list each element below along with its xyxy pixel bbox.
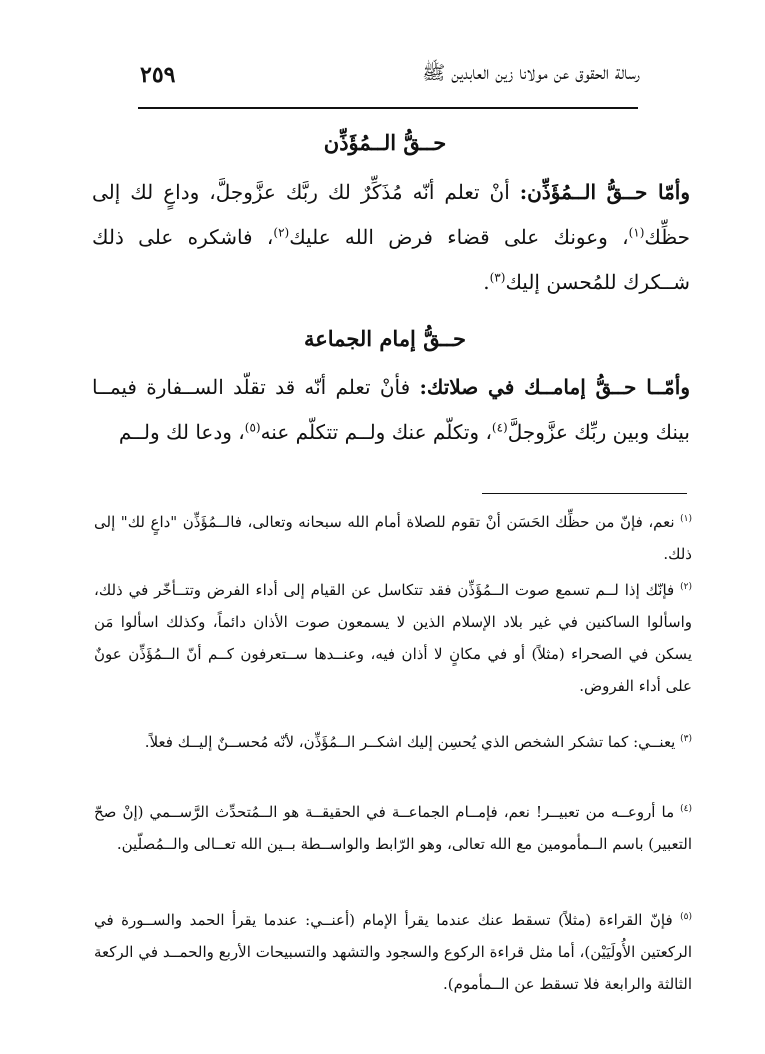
paragraph-text: ، وتكلّم عنك ولــم تتكلّم عنه [260,420,492,444]
paragraph-lead: وأمّــا حــقُّ إمامــك في صلاتك: [419,375,690,399]
running-header [140,58,640,92]
paragraph-text: أنْ تعلم أنّه مُذَكِّرٌ لك ربَّك عزَّوجلَّ، وداعٍ لك إلى حظِّك [92,180,691,249]
footnote-text: فإنّك إذا لــم تسمع صوت الــمُؤَذِّن فقد تتكاسل عن القيام إلى أداء الفرض وتتــأخّر في ذلك، واسألوا الساكنين في غير بلاد الإسلام الذين لا يسمعون صوت الأذان دائماً، وكذلك اسألوا مَن يسكن في الصحراء (مثلاً) أو في مكانٍ لا أذان فيه، وعنــدها ســتعرفون كــم أنّ الــمُؤَذِّن عونٌ على أداء الفروض. [94,581,692,695]
footnote-marker: (٢) [680,582,692,592]
footnote-2 [94,574,692,702]
footnote-ref-1[interactable]: (١) [628,225,645,240]
section-title-muadhdhin: حــقُّ الــمُؤَذِّن [323,130,447,155]
paragraph-text: ، وعونك على قضاء فرض الله عليك [289,225,629,249]
footnote-ref-4[interactable]: (٤) [491,420,508,435]
footnote-marker: (٣) [680,734,692,744]
footnote-3 [94,726,692,758]
footnote-ref-3[interactable]: (٣) [489,270,506,285]
footnote-ref-5[interactable]: (٥) [244,420,261,435]
paragraph-text: فأنْ تعلم أنّه قد تقلّد الســفارة فيمــا بينك وبين ربِّك عزَّوجلَّ [92,375,690,444]
footnote-text: فإنّ القراءة (مثلاً) تسقط عنك عندما يقرأ الإمام (أعنــي: عندما يقرأ الحمد والســورة في الركعتين الأُولَيَيْن)، أما مثل قراءة الركوع والسجود والتشهد والتسبيحات الأربع والحمــد في الركعة الثالثة والرابعة فلا تسقط عن الــمأموم). [94,911,692,993]
footnote-marker: (٤) [680,804,692,814]
footnote-ref-2[interactable]: (٢) [273,225,290,240]
page-number: ٢٥٩ [140,62,176,88]
paragraph-muadhdhin [92,170,690,305]
footnote-marker: (٥) [680,912,692,922]
running-title: رسالة الحقوق عن مولانا زين العابدين ﷺ [422,62,640,84]
footnote-text: نعم، فإنّ من حظِّك الحَسَن أنْ تقوم للصلاة أمام الله سبحانه وتعالى، فالــمُؤَذِّن "داعٍ لك" إلى ذلك. [94,513,692,563]
header-rule [138,107,638,109]
footnote-text: يعنــي: كما تشكر الشخص الذي يُحسِن إليك اشكــر الــمُؤَذِّن، لأنّه مُحســنٌ إليــك فعلاً. [144,733,681,751]
paragraph-text: ، ودعا لك ولــم [118,420,245,444]
footnote-text: ما أروعــه من تعبيــر! نعم، فإمــام الجماعــة في الحقيقــة هو الــمُتحدِّث الرَّســمي (إنْ صحّ التعبير) باسم الــمأمومين مع الله تعالى، وهو الرّابط والواســطة بــين الله تعــالى والــمُصلّين. [94,803,692,853]
footnote-marker: (١) [680,514,692,524]
footnote-1 [94,506,692,570]
paragraph-lead: وأمّا حــقُّ الــمُؤَذِّن: [519,180,690,204]
footnote-separator [482,493,687,494]
footnote-5 [94,904,692,1000]
footnote-4 [94,796,692,860]
paragraph-text: ، فاشكره على ذلك شــكرك للمُحسن إليك [92,225,690,294]
section-title-imam: حــقُّ إمام الجماعة [303,326,467,351]
paragraph-imam [92,365,690,455]
paragraph-text: . [483,270,490,294]
